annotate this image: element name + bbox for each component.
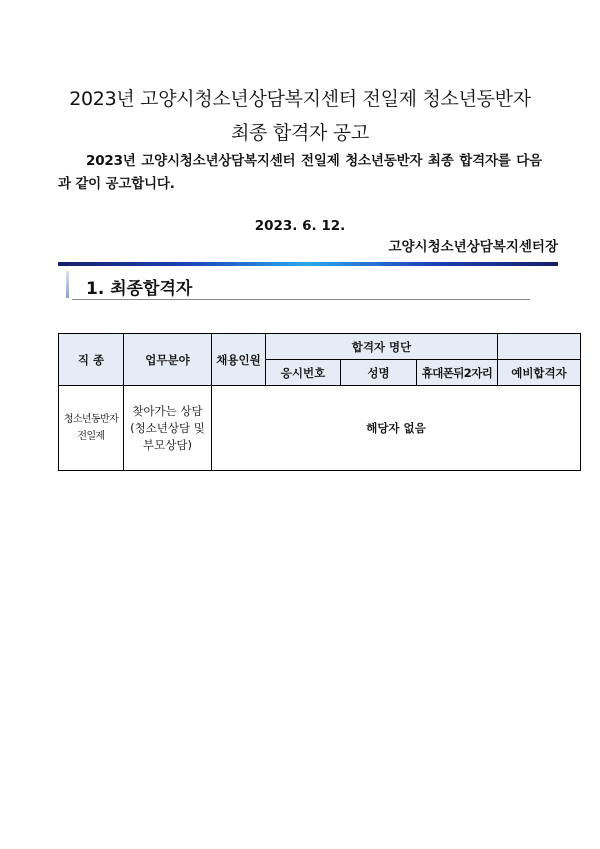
- header-field: 업무분야: [124, 334, 212, 386]
- intro-paragraph: 2023년 고양시청소년상담복지센터 전일제 청소년동반자 최종 합격자를 다음과 같이 공고합니다.: [58, 153, 542, 192]
- cell-result: 해당자 없음: [212, 386, 581, 471]
- cell-job-type: [59, 386, 124, 471]
- job-type-line2: 전일제: [77, 431, 105, 442]
- field-line2: (청소년상담 및: [130, 420, 205, 435]
- field-line1: 찾아가는 상담: [132, 403, 203, 418]
- header-name: 성명: [341, 360, 417, 386]
- notice-title-line2: 최종 합격자 공고: [231, 122, 369, 144]
- header-job-type: 직 종: [59, 334, 124, 386]
- header-headcount: 채용인원: [212, 334, 266, 386]
- section-marker: [66, 271, 69, 298]
- field-line3: 부모상담): [143, 437, 192, 452]
- table-row: [59, 386, 581, 471]
- section-divider-bar: [58, 262, 558, 266]
- notice-date: 2023. 6. 12.: [254, 218, 346, 234]
- header-phone-last-digits: 휴대폰뒤2자리: [417, 360, 498, 386]
- header-empty-cell: [498, 334, 581, 360]
- header-pass-list: 합격자 명단: [266, 334, 498, 360]
- job-type-line1: 청소년동반자: [63, 414, 119, 425]
- section-title: 1. 최종합격자: [86, 279, 193, 299]
- section-underline: [72, 299, 530, 300]
- header-exam-number: 응시번호: [266, 360, 341, 386]
- result-table: [58, 333, 581, 471]
- notice-title-line1: 2023년 고양시청소년상담복지센터 전일제 청소년동반자: [69, 88, 531, 110]
- cell-field: [124, 386, 212, 471]
- issuer-name: 고양시청소년상담복지센터장: [388, 239, 558, 255]
- header-reserve-passers: 예비합격자: [498, 360, 581, 386]
